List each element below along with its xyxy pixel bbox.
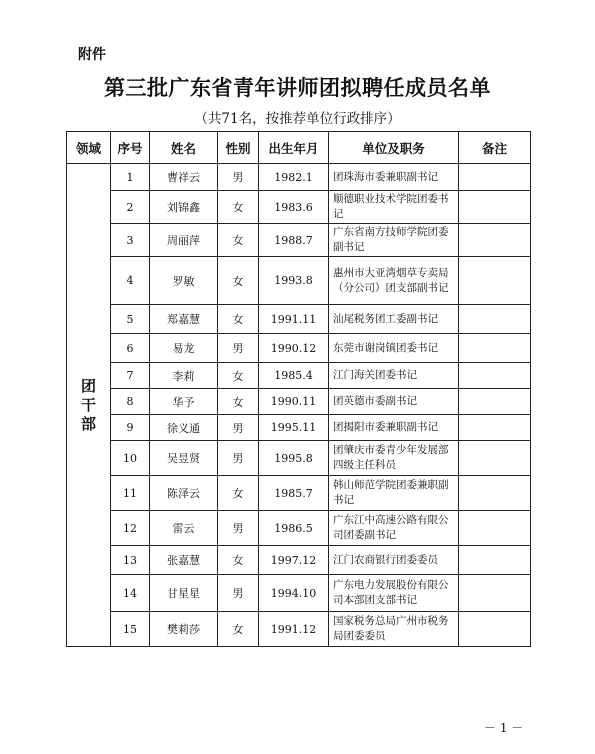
member-table: [66, 131, 531, 647]
table-row: [67, 164, 531, 191]
cell-note: [459, 476, 531, 511]
cell-unit: 东莞市谢岗镇团委书记: [329, 334, 459, 363]
cell-number: 8: [111, 389, 150, 415]
table-row: [67, 476, 531, 511]
cell-number: 10: [111, 441, 150, 476]
header-unit: 单位及职务: [329, 132, 459, 164]
cell-name: 徐义通: [150, 415, 218, 441]
table-row: [67, 441, 531, 476]
cell-unit: 广东江中高速公路有限公司团委副书记: [329, 511, 459, 546]
header-domain: 领域: [67, 132, 111, 164]
cell-gender: 男: [218, 511, 259, 546]
cell-birth: 1991.11: [259, 305, 329, 334]
page-number: － 1 －: [484, 721, 524, 735]
cell-note: [459, 546, 531, 575]
cell-name: 周丽萍: [150, 224, 218, 257]
cell-number: 11: [111, 476, 150, 511]
cell-note: [459, 224, 531, 257]
cell-gender: 女: [218, 305, 259, 334]
domain-label: 团干部: [80, 376, 96, 433]
cell-birth: 1982.1: [259, 164, 329, 191]
cell-unit: 江门农商银行团委委员: [329, 546, 459, 575]
table-row: [67, 389, 531, 415]
cell-name: 华予: [150, 389, 218, 415]
cell-birth: 1995.11: [259, 415, 329, 441]
table-row: [67, 415, 531, 441]
cell-gender: 男: [218, 441, 259, 476]
cell-note: [459, 415, 531, 441]
cell-name: 吴昱贤: [150, 441, 218, 476]
cell-unit: 团揭阳市委兼职副书记: [329, 415, 459, 441]
table-row: [67, 191, 531, 224]
cell-number: 2: [111, 191, 150, 224]
cell-note: [459, 363, 531, 389]
cell-number: 13: [111, 546, 150, 575]
cell-number: 6: [111, 334, 150, 363]
cell-gender: 女: [218, 612, 259, 647]
cell-name: 郑嘉慧: [150, 305, 218, 334]
table-row: [67, 546, 531, 575]
table-row: [67, 334, 531, 363]
table-row: [67, 363, 531, 389]
cell-number: 9: [111, 415, 150, 441]
cell-unit: 汕尾税务团工委副书记: [329, 305, 459, 334]
table-body: [67, 164, 531, 647]
cell-gender: 女: [218, 363, 259, 389]
cell-unit: 广东电力发展股份有限公司本部团支部书记: [329, 575, 459, 612]
header-number: 序号: [111, 132, 150, 164]
domain-cell: [67, 164, 111, 647]
cell-unit: 惠州市大亚湾烟草专卖局（分公司）团支部副书记: [329, 257, 459, 305]
cell-gender: 男: [218, 164, 259, 191]
table-row: [67, 511, 531, 546]
cell-name: 樊莉莎: [150, 612, 218, 647]
header-note: 备注: [459, 132, 531, 164]
cell-note: [459, 257, 531, 305]
cell-name: 李莉: [150, 363, 218, 389]
cell-name: 陈泽云: [150, 476, 218, 511]
cell-name: 易龙: [150, 334, 218, 363]
cell-number: 1: [111, 164, 150, 191]
cell-note: [459, 164, 531, 191]
cell-number: 12: [111, 511, 150, 546]
cell-number: 4: [111, 257, 150, 305]
table-header-row: [67, 132, 531, 164]
cell-gender: 女: [218, 224, 259, 257]
cell-number: 5: [111, 305, 150, 334]
cell-note: [459, 612, 531, 647]
header-birth: 出生年月: [259, 132, 329, 164]
cell-note: [459, 511, 531, 546]
document-title: 第三批广东省青年讲师团拟聘任成员名单: [104, 75, 491, 100]
cell-number: 7: [111, 363, 150, 389]
cell-note: [459, 575, 531, 612]
cell-note: [459, 389, 531, 415]
table-row: [67, 257, 531, 305]
table-row: [67, 575, 531, 612]
cell-unit: 韩山师范学院团委兼职副书记: [329, 476, 459, 511]
cell-birth: 1995.8: [259, 441, 329, 476]
table-row: [67, 612, 531, 647]
cell-name: 雷云: [150, 511, 218, 546]
cell-gender: 女: [218, 257, 259, 305]
cell-gender: 女: [218, 546, 259, 575]
cell-note: [459, 305, 531, 334]
cell-birth: 1993.8: [259, 257, 329, 305]
cell-unit: 团英德市委副书记: [329, 389, 459, 415]
document-subtitle: （共71名，按推荐单位行政排序）: [194, 111, 401, 127]
header-gender: 性别: [218, 132, 259, 164]
cell-name: 张嘉慧: [150, 546, 218, 575]
cell-unit: 江门海关团委书记: [329, 363, 459, 389]
cell-birth: 1991.12: [259, 612, 329, 647]
cell-unit: 广东省南方技师学院团委副书记: [329, 224, 459, 257]
cell-birth: 1988.7: [259, 224, 329, 257]
cell-name: 刘锦鑫: [150, 191, 218, 224]
cell-birth: 1983.6: [259, 191, 329, 224]
cell-unit: 团肇庆市委青少年发展部四级主任科员: [329, 441, 459, 476]
cell-birth: 1990.11: [259, 389, 329, 415]
cell-unit: 国家税务总局广州市税务局团委委员: [329, 612, 459, 647]
cell-gender: 男: [218, 415, 259, 441]
cell-birth: 1997.12: [259, 546, 329, 575]
cell-name: 甘星星: [150, 575, 218, 612]
cell-note: [459, 441, 531, 476]
cell-birth: 1986.5: [259, 511, 329, 546]
attachment-label: 附件: [78, 47, 106, 63]
cell-birth: 1985.7: [259, 476, 329, 511]
cell-note: [459, 191, 531, 224]
cell-gender: 女: [218, 476, 259, 511]
table-row: [67, 305, 531, 334]
cell-unit: 顺德职业技术学院团委书记: [329, 191, 459, 224]
cell-birth: 1994.10: [259, 575, 329, 612]
cell-note: [459, 334, 531, 363]
cell-birth: 1990.12: [259, 334, 329, 363]
cell-gender: 女: [218, 389, 259, 415]
cell-birth: 1985.4: [259, 363, 329, 389]
cell-number: 14: [111, 575, 150, 612]
cell-gender: 男: [218, 334, 259, 363]
cell-gender: 女: [218, 191, 259, 224]
cell-name: 曹祥云: [150, 164, 218, 191]
cell-unit: 团珠海市委兼职副书记: [329, 164, 459, 191]
table-row: [67, 224, 531, 257]
cell-number: 15: [111, 612, 150, 647]
cell-name: 罗敏: [150, 257, 218, 305]
cell-number: 3: [111, 224, 150, 257]
header-name: 姓名: [150, 132, 218, 164]
cell-gender: 男: [218, 575, 259, 612]
